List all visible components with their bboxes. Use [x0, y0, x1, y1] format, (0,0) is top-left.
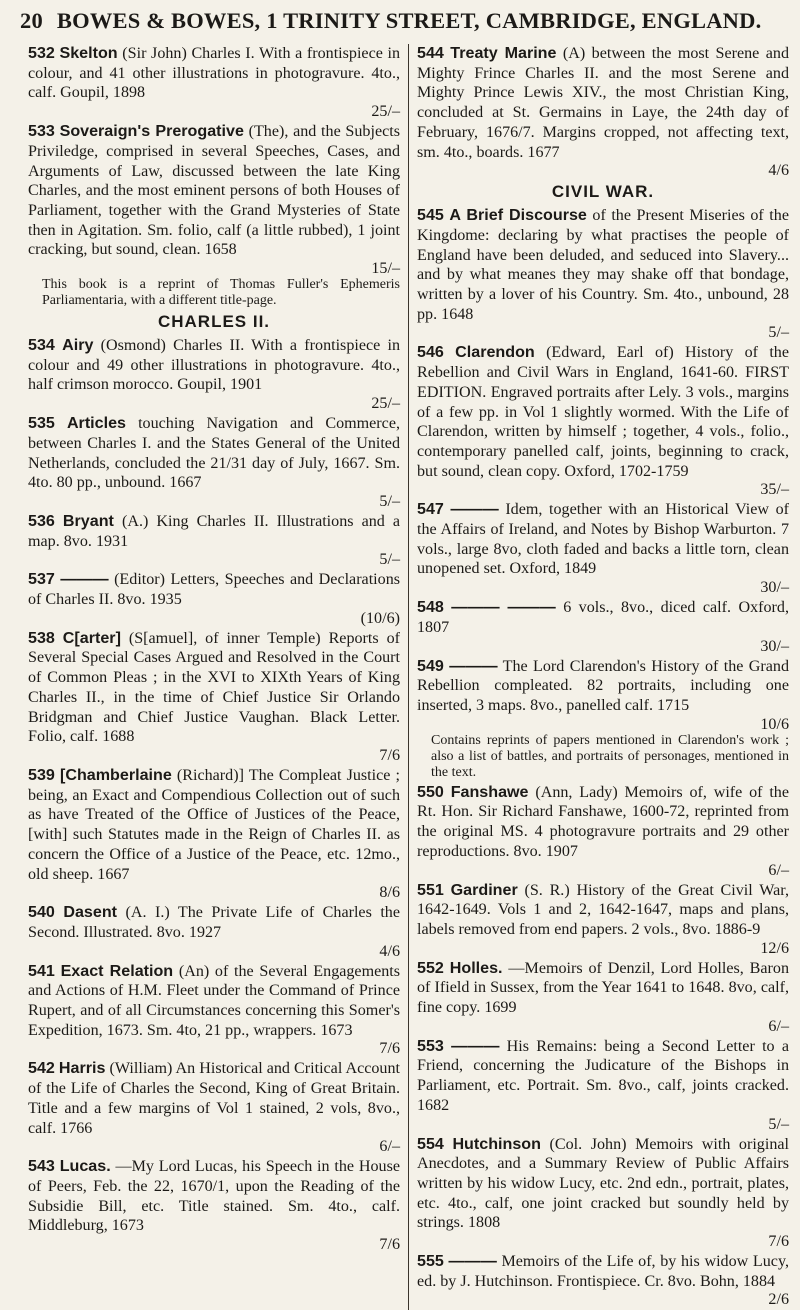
entry-title: Lucas. [59, 1157, 111, 1176]
entry-price: 6/– [379, 1138, 400, 1156]
entry-title: Exact Relation [60, 961, 174, 980]
entry-title: ——— [60, 570, 109, 589]
entry-description: (S. R.) History of the Great Civil War, 1642-1649. Vols 1 and 2, 1642-1647, maps and plans, labels removed from end papers. 2 vols., 8vo. 1886-9 [417, 881, 790, 938]
lot-number: 545 [417, 206, 444, 225]
catalogue-entry-532 [28, 44, 400, 120]
entry-description: (Richard)] The Compleat Justice ; being, an Exact and Compendious Collection out of such as have Treated of the Office of Justices of the Peace, [with] such Statutes made in the Reign of Charles II. as concern the Office of a Justice of the Peace, etc. 12mo., old sheep. 1667 [28, 766, 400, 883]
catalogue-entry-539 [28, 766, 400, 901]
lot-number: 551 [417, 880, 444, 899]
entry-description: The Lord Clarendon's History of the Grand Rebellion compleated. 82 portraits, including one inserted, 3 maps. 8vo., panelled calf. 1715 [417, 657, 789, 714]
entry-price: 12/6 [760, 939, 789, 957]
entry-title: Gardiner [450, 880, 518, 899]
entry-price: 5/– [379, 551, 400, 569]
entry-title: Soveraign's Prerogative [59, 122, 244, 141]
lot-number: 552 [417, 958, 444, 977]
lot-number: 546 [417, 343, 444, 362]
entry-title: ——— [448, 1252, 497, 1271]
catalogue-entry-554 [417, 1135, 789, 1251]
entry-title: ——— [449, 656, 498, 675]
entry-price: 5/– [768, 324, 789, 342]
catalogue-entry-540 [28, 903, 400, 959]
entry-price: 4/6 [768, 162, 789, 180]
entry-description: (William) An Historical and Critical Account of the Life of Charles the Second, King of Great Britain. Title and a few margins of Vol 1 stained, 2 vols, 8vo., calf. 1766 [28, 1060, 400, 1137]
entry-price: 25/– [371, 395, 400, 413]
lot-number: 534 [28, 336, 55, 355]
entry-price: 4/6 [379, 942, 400, 960]
lot-number: 548 [417, 598, 444, 617]
catalogue-entry-534 [28, 336, 400, 412]
entry-description: —Memoirs of Denzil, Lord Holles, Baron of Ifield in Sussex, from the Year 1641 to 1648. 8vo, calf, fine copy. 1699 [417, 959, 790, 1017]
lot-number: 542 [28, 1059, 55, 1078]
entry-price: 6/– [768, 1017, 789, 1035]
lot-number: 536 [28, 511, 55, 530]
entry-description: (S[amuel], of inner Temple) Reports of Several Special Cases Argued and Resolved in the Court of Common Pleas ; in the XVI to XIXth Years of King Charles II., in the time of Chief Justice Sir Orlando Bridgman and Chief Justice Vaughan. Black Letter. Folio, calf. 1688 [28, 629, 400, 746]
entry-description: (A. I.) The Private Life of Charles the Second. Illustrated. 8vo. 1927 [28, 904, 400, 941]
entry-description: (Col. John) Memoirs with original Anecdotes, and a Summary Review of Public Affairs written by his widow Lucy, etc. 2nd edn., portrait, plates, etc. 4to., calf, one joint cracked but soundly held by strings. 1808 [417, 1135, 789, 1232]
page-number: 20 [20, 8, 43, 33]
entry-description: touching Navigation and Commerce, between Charles I. and the States General of the United Netherlands, concluded the 21/31 day of July, 1667. Sm. 4to. 80 pp., unbound. 1667 [28, 415, 400, 492]
lot-number: 538 [28, 628, 55, 647]
catalogue-entry-542 [28, 1059, 400, 1155]
lot-number: 540 [28, 903, 55, 922]
lot-number: 555 [417, 1252, 444, 1271]
catalogue-entry-552 [417, 959, 789, 1035]
entry-price: 8/6 [379, 884, 400, 902]
entry-description: (The), and the Subjects Priviledge, comprised in several Speeches, Cases, and Arguments of Law, discussed between the late King Charles, and the most eminent persons of both Houses of Parliament, together with the Grand Mysteries of State then in Agitation. Sm. folio, calf (a little rubbed), 1 joint cracking, but sound, clean. 1658 [28, 123, 400, 259]
entry-title: ——— [450, 500, 499, 519]
entry-title: ——— [451, 1036, 500, 1055]
catalogue-columns [28, 44, 790, 1310]
page-header [20, 8, 790, 34]
section-heading-civil-war: CIVIL WAR. [551, 182, 655, 202]
entry-description: (Osmond) Charles II. With a frontispiece in colour and 49 other illustrations in photogravure. 4to., half crimson morocco. Goupil, 1901 [28, 337, 401, 394]
catalogue-entry-544 [417, 44, 789, 179]
lot-number: 532 [28, 44, 55, 62]
entry-price: 10/6 [760, 715, 789, 733]
entry-description: —My Lord Lucas, his Speech in the House of Peers, Feb. the 22, 1670/1, upon the Reading of the Subsidie Bill, etc. Title stained. Sm. 4to., calf. Middleburg, 1673 [28, 1158, 400, 1235]
entry-description: (An) of the Several Engagements and Actions of H.M. Fleet under the Command of Prince Rupert, and of all Circumstances concerning this Somer's Expedition, 1673. Sm. 4to, 21 pp., wrappers. 1673 [28, 962, 401, 1039]
lot-number: 533 [28, 122, 55, 141]
entry-price: 6/– [768, 861, 789, 879]
entry-title: Airy [62, 336, 94, 355]
entry-description: Idem, together with an Historical View of the Affairs of Ireland, and Notes by Bishop Warburton. 7 vols., large 8vo, cloth faded and backs a little torn, clean unopened set. Oxford, 1849 [417, 501, 789, 578]
lot-number: 553 [417, 1036, 444, 1055]
entry-description: (Ann, Lady) Memoirs of, wife of the Rt. Hon. Sir Richard Fanshawe, 1600-72, reprinted from the original MS. 4 photogravure portraits and 29 other reproductions. 8vo. 1907 [417, 783, 789, 860]
catalogue-entry-547 [417, 500, 789, 596]
catalogue-entry-546 [417, 343, 789, 498]
entry-title: C[arter] [62, 628, 121, 647]
entry-title: Skelton [59, 44, 118, 62]
lot-number: 543 [28, 1157, 55, 1176]
catalogue-entry-553 [417, 1037, 789, 1133]
entry-price: 35/– [760, 481, 789, 499]
catalogue-entry-549 [417, 657, 789, 781]
entry-description: (A) between the most Serene and Mighty Frince Charles II. and the most Serene and Mighty Prince Lewis XIV., the most Christian King, concluded at St. Germains in Laye, the 24th day of February, 1676/7. Margins cropped, not affecting text, sm. 4to., boards. 1677 [417, 45, 789, 161]
entry-price: 5/– [768, 1115, 789, 1133]
entry-price: (10/6) [360, 609, 400, 627]
entry-description: of the Present Miseries of the Kingdome: declaring by what practises the people of England have been deluded, and seduced into Slavery... and by what meanes they may shake off that bondage, written by a lover of his Country. Sm. 4to., unbound, 28 pp. 1648 [417, 207, 789, 323]
entry-description: (Editor) Letters, Speeches and Declarations of Charles II. 8vo. 1935 [28, 571, 401, 609]
entry-title: Clarendon [455, 343, 535, 362]
entry-description: 6 vols., 8vo., diced calf. Oxford, 1807 [417, 599, 789, 636]
entry-description: Memoirs of the Life of, by his widow Lucy, ed. by J. Hutchinson. Frontispiece. Cr. 8vo. Bohn, 1884 [417, 1253, 789, 1290]
entry-description: (Sir John) Charles I. With a frontispiece in colour, and 41 other illustrations in photogravure. 4to., calf. Goupil, 1898 [28, 45, 401, 102]
entry-note: Contains reprints of papers mentioned in Clarendon's work ; also a list of battles, and portraits of personages, mentioned in the text. [431, 732, 789, 780]
catalogue-entry-548 [417, 598, 789, 654]
entry-title: Treaty Marine [450, 44, 557, 62]
entry-price: 2/6 [768, 1291, 789, 1309]
lot-number: 547 [417, 500, 444, 519]
entry-price: 30/– [760, 579, 789, 597]
left-column [28, 44, 408, 1310]
entry-title: Articles [66, 414, 126, 433]
catalogue-entry-541 [28, 962, 400, 1058]
entry-description: (A.) King Charles II. Illustrations and a map. 8vo. 1931 [28, 512, 400, 550]
entry-title: [Chamberlaine [59, 765, 172, 784]
entry-title: Bryant [62, 511, 114, 530]
entry-price: 15/– [371, 260, 400, 278]
lot-number: 541 [28, 961, 55, 980]
entry-price: 25/– [371, 103, 400, 121]
entry-title: Holles. [449, 958, 503, 977]
lot-number: 554 [417, 1134, 444, 1153]
lot-number: 535 [28, 414, 55, 433]
entry-price: 5/– [379, 492, 400, 510]
catalogue-entry-537 [28, 570, 400, 626]
lot-number: 537 [28, 570, 55, 589]
entry-title: Hutchinson [452, 1134, 541, 1153]
entry-description: His Remains: being a Second Letter to a Friend, concerning the Judicature of the Bishops in Parliament, etc. Portrait. Sm. 8vo., calf, joints cracked. 1682 [417, 1037, 789, 1114]
entry-description: (Edward, Earl of) History of the Rebellion and Civil Wars in England, 1641-60. FIRST EDITION. Engraved portraits after Lely. 3 vols., margins of a few pp. in Vol 1 slightly wormed. With the Life of Clarendon, written by himself ; together, 4 vols., folio., contemporary panelled calf, joints, beginning to crack, but sound, clean copy. Oxford, 1702-1759 [417, 344, 789, 480]
catalogue-entry-551 [417, 881, 789, 957]
entry-title: A Brief Discourse [449, 206, 587, 225]
lot-number: 550 [417, 782, 444, 801]
entry-price: 7/6 [379, 746, 400, 764]
section-heading-charles-ii: CHARLES II. [157, 312, 271, 332]
catalogue-entry-550 [417, 783, 789, 879]
entry-note: This book is a reprint of Thomas Fuller's Ephemeris Parliamentaria, with a different title-page. [42, 277, 400, 309]
catalogue-entry-533 [28, 122, 400, 309]
catalogue-entry-536 [28, 512, 400, 568]
entry-title: Fanshawe [450, 782, 529, 801]
entry-price: 7/6 [379, 1236, 400, 1254]
entry-title: Harris [58, 1059, 106, 1078]
lot-number: 549 [417, 656, 444, 675]
entry-price: 7/6 [768, 1233, 789, 1251]
entry-price: 30/– [760, 637, 789, 655]
catalogue-entry-538 [28, 629, 400, 764]
entry-price: 7/6 [379, 1040, 400, 1058]
entry-title: Dasent [63, 903, 118, 922]
catalogue-entry-545 [417, 206, 789, 341]
entry-title: ——— ——— [451, 598, 556, 617]
lot-number: 539 [28, 765, 55, 784]
lot-number: 544 [417, 44, 444, 62]
catalogue-entry-555 [417, 1252, 789, 1308]
header-text: BOWES & BOWES, 1 TRINITY STREET, CAMBRIDGE, ENGLAND. [56, 8, 762, 33]
catalogue-entry-535 [28, 414, 400, 510]
catalogue-entry-543 [28, 1157, 400, 1253]
right-column [408, 44, 789, 1310]
